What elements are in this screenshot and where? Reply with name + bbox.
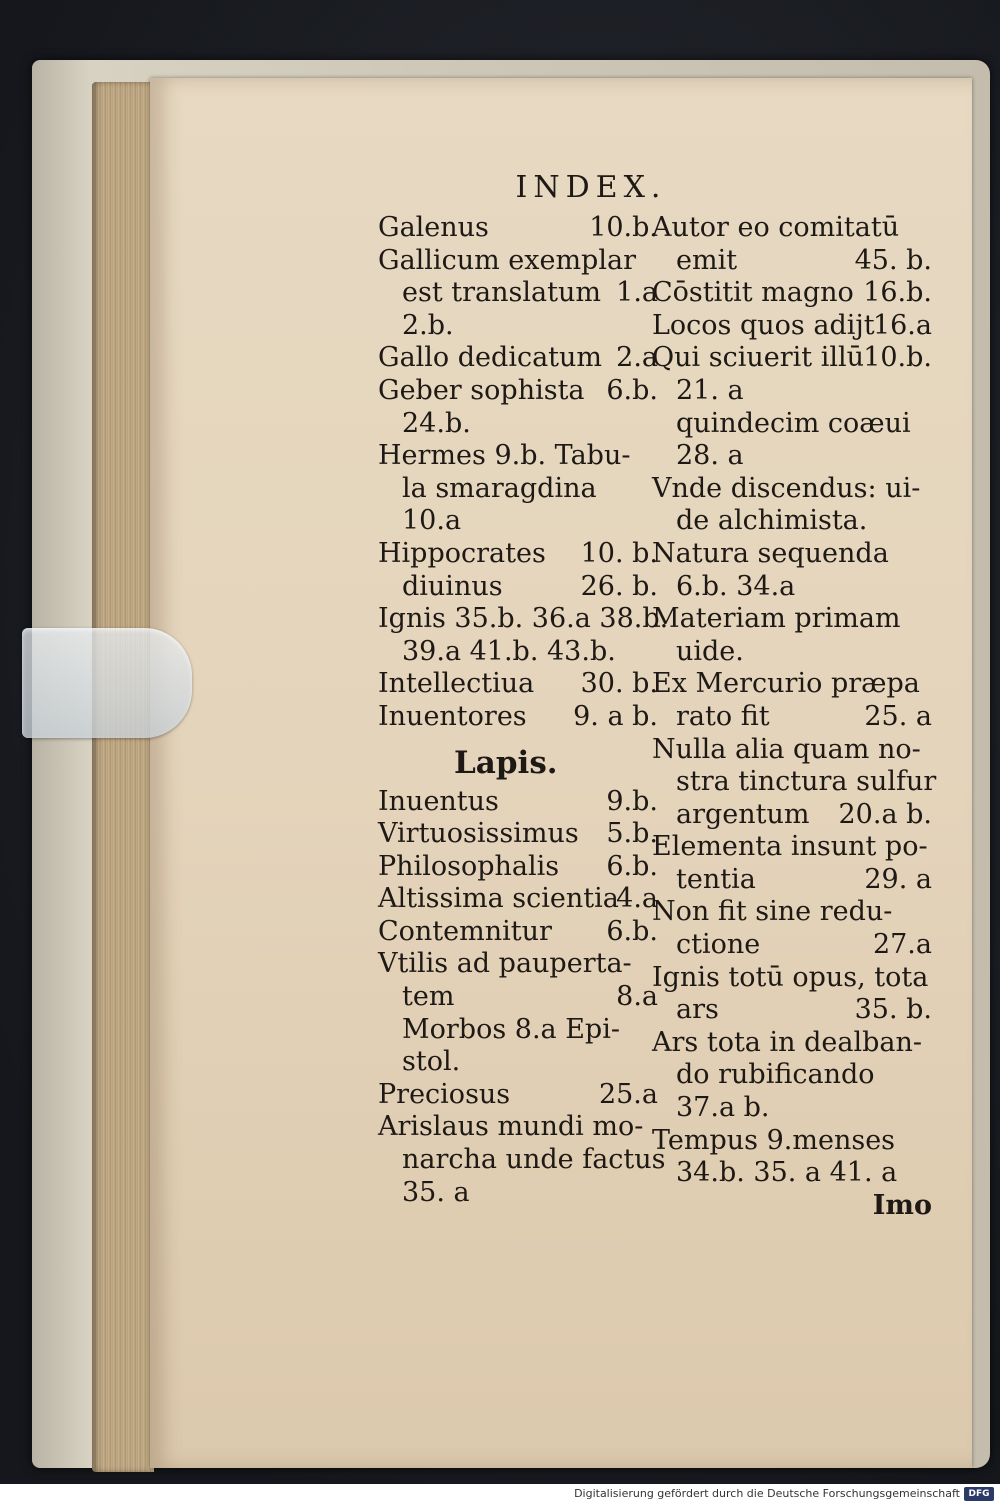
entry-text: Hippocrates — [378, 537, 546, 569]
index-entry — [652, 310, 932, 343]
index-entry — [378, 851, 658, 884]
entry-text: rato fit — [676, 700, 770, 732]
entry-text: Ignis 35.b. 36.a 38.b. — [378, 603, 669, 635]
index-entry — [378, 883, 658, 916]
entry-reference: 5.b. — [606, 818, 658, 850]
entry-text: Materiam primam — [652, 603, 901, 635]
entry-reference: 27.a — [872, 929, 932, 961]
entry-text: do rubificando — [676, 1059, 875, 1091]
index-entry — [652, 734, 932, 767]
entry-text: Galenus — [378, 212, 489, 243]
entry-reference: 45. b. — [854, 244, 932, 276]
entry-text: Intellectiua — [378, 668, 535, 700]
index-title: INDEX. — [515, 170, 667, 205]
entry-text: tentia — [676, 863, 756, 895]
index-entry — [378, 603, 669, 636]
index-entry — [378, 916, 658, 949]
entry-text: Morbos 8.a Epi- — [402, 1013, 620, 1045]
entry-text: ars — [676, 994, 719, 1026]
entry-text: Ars tota in dealban- — [652, 1026, 922, 1058]
entry-text: 2.b. — [402, 309, 454, 341]
entry-text: Natura sequenda — [652, 537, 889, 569]
index-entry — [652, 342, 932, 375]
index-entry — [378, 538, 658, 571]
entry-text: stol. — [402, 1046, 461, 1078]
entry-text: Nulla alia quam no- — [652, 733, 921, 765]
entry-reference: 10.b. — [589, 212, 658, 243]
catchword — [652, 1190, 932, 1223]
entry-reference: 6.b. — [606, 374, 658, 406]
index-entry — [652, 896, 932, 929]
index-entry — [378, 408, 658, 441]
index-entry — [652, 440, 932, 473]
page-block-edge — [92, 82, 154, 1472]
index-entry — [378, 375, 658, 408]
index-entry — [652, 212, 932, 245]
entry-text: Gallicum exemplar — [378, 244, 636, 276]
index-entry — [652, 245, 932, 278]
entry-text: Qui sciuerit illū — [652, 342, 864, 374]
entry-text: Tempus 9.menses — [652, 1124, 896, 1156]
index-entry — [652, 538, 932, 571]
entry-reference: 30. b. — [580, 668, 658, 700]
entry-reference: 9.b. — [606, 785, 658, 817]
index-entry — [652, 1027, 932, 1060]
index-entry — [652, 766, 937, 799]
index-entry — [652, 473, 932, 506]
index-entry — [652, 701, 932, 734]
entry-reference: 1.a — [616, 277, 658, 309]
entry-text: 34.b. 35. a 41. a — [676, 1157, 898, 1189]
entry-reference: 10.b. — [863, 342, 932, 374]
entry-text: narcha unde factus — [402, 1144, 666, 1176]
index-entry — [378, 310, 658, 343]
index-entry — [378, 981, 658, 1014]
index-entry — [652, 864, 932, 897]
entry-text: Inuentores — [378, 700, 527, 732]
entry-reference: 35. b. — [854, 994, 932, 1026]
entry-text: 24.b. — [402, 407, 471, 439]
index-entry — [378, 636, 658, 669]
entry-text: argentum — [676, 798, 810, 830]
entry-text: Gallo dedicatum — [378, 342, 603, 374]
index-entry — [378, 440, 658, 473]
index-entry — [378, 571, 658, 604]
entry-reference: 6.b. — [606, 915, 658, 947]
index-entry — [652, 1157, 932, 1190]
index-entry — [652, 994, 932, 1027]
index-entry — [652, 571, 932, 604]
index-entry — [378, 212, 658, 245]
entry-text: Ex Mercurio præpa — [652, 668, 920, 700]
index-entry — [652, 408, 932, 441]
footer-credit: Digitalisierung gefördert durch die Deutsche Forschungsgemeinschaft — [574, 1487, 960, 1500]
index-entry — [378, 1111, 658, 1144]
index-entry — [652, 1059, 932, 1092]
entry-text: 21. a — [676, 374, 744, 406]
entry-reference: 25. a — [864, 700, 932, 732]
index-column-right — [652, 212, 937, 1222]
index-entry — [378, 505, 658, 538]
index-entry — [378, 1144, 666, 1177]
index-entry — [378, 818, 658, 851]
entry-text: 28. a — [676, 440, 744, 472]
entry-reference: 29. a — [864, 863, 932, 895]
index-column-left — [378, 212, 669, 1209]
index-entry — [652, 603, 932, 636]
entry-reference: 4.a — [616, 883, 658, 915]
entry-text: tem — [402, 981, 455, 1013]
entry-text: Virtuosissimus — [378, 818, 579, 850]
index-entry — [652, 929, 932, 962]
index-entry — [652, 505, 932, 538]
entry-text: est translatum — [402, 277, 601, 309]
entry-text: Autor eo comitatū — [652, 212, 900, 243]
index-entry — [378, 245, 658, 278]
index-entry — [378, 948, 658, 981]
index-entry — [378, 1046, 658, 1079]
entry-reference: 20.a b. — [838, 798, 932, 830]
index-entry — [378, 277, 658, 310]
entry-text: Arislaus mundi mo- — [378, 1111, 644, 1143]
entry-text: 10.a — [402, 505, 462, 537]
index-entry — [378, 1014, 658, 1047]
entry-text: de alchimista. — [676, 505, 868, 537]
entry-text: Geber sophista — [378, 374, 585, 406]
index-entry — [652, 375, 932, 408]
entry-text: Vtilis ad pauperta- — [378, 948, 632, 980]
entry-text: stra tinctura sulfur — [676, 766, 937, 798]
page-clip — [22, 628, 192, 738]
index-entry — [652, 277, 932, 310]
index-entry — [378, 1177, 658, 1210]
entry-text: Imo — [872, 1189, 932, 1221]
entry-text: uide. — [676, 635, 744, 667]
entry-text: emit — [676, 244, 738, 276]
index-section-heading — [378, 734, 658, 786]
entry-text: 35. a — [402, 1176, 470, 1208]
entry-text: Philosophalis — [378, 850, 560, 882]
entry-text: Contemnitur — [378, 915, 552, 947]
entry-reference: 9. a b. — [573, 700, 658, 732]
entry-reference: 16.a — [872, 309, 932, 341]
entry-text: Preciosus — [378, 1078, 511, 1110]
entry-text: ctione — [676, 929, 761, 961]
entry-text: quindecim coæui — [676, 407, 911, 439]
entry-text: la smaragdina — [402, 472, 597, 504]
entry-text: 37.a b. — [676, 1092, 770, 1124]
entry-reference: 10. b. — [580, 537, 658, 569]
entry-text: Cōstitit magno — [652, 277, 854, 309]
index-entry — [378, 701, 658, 734]
index-entry — [378, 786, 658, 819]
entry-text: Lapis. — [454, 744, 558, 781]
index-entry — [652, 831, 932, 864]
page-header — [150, 170, 972, 205]
dfg-logo: DFG — [964, 1487, 994, 1501]
entry-text: Locos quos adijt — [652, 309, 875, 341]
index-entry — [378, 668, 658, 701]
index-entry — [652, 668, 932, 701]
index-entry — [378, 342, 658, 375]
entry-reference: 8.a — [616, 981, 658, 1013]
index-entry — [652, 1125, 932, 1158]
entry-reference: 26. b. — [580, 570, 658, 602]
entry-text: Inuentus — [378, 785, 499, 817]
entry-reference: 25.a — [598, 1078, 658, 1110]
footer-bar — [0, 1484, 1000, 1504]
entry-text: Hermes 9.b. Tabu- — [378, 440, 631, 472]
entry-text: Vnde discendus: ui- — [652, 472, 921, 504]
entry-text: 6.b. 34.a — [676, 570, 796, 602]
entry-reference: 2.a — [616, 342, 658, 374]
entry-text: 39.a 41.b. 43.b. — [402, 635, 616, 667]
entry-text: Ignis totū opus, tota — [652, 961, 929, 993]
index-entry — [378, 473, 658, 506]
entry-text: Elementa insunt po- — [652, 831, 928, 863]
index-entry — [652, 799, 932, 832]
entry-text: Altissima scientia — [378, 883, 619, 915]
index-entry — [652, 1092, 932, 1125]
entry-reference: 6.b. — [606, 850, 658, 882]
index-entry — [652, 636, 932, 669]
entry-reference: 16.b. — [863, 277, 932, 309]
entry-text: Non fit sine redu- — [652, 896, 893, 928]
entry-text: diuinus — [402, 570, 503, 602]
index-entry — [652, 962, 932, 995]
index-entry — [378, 1079, 658, 1112]
